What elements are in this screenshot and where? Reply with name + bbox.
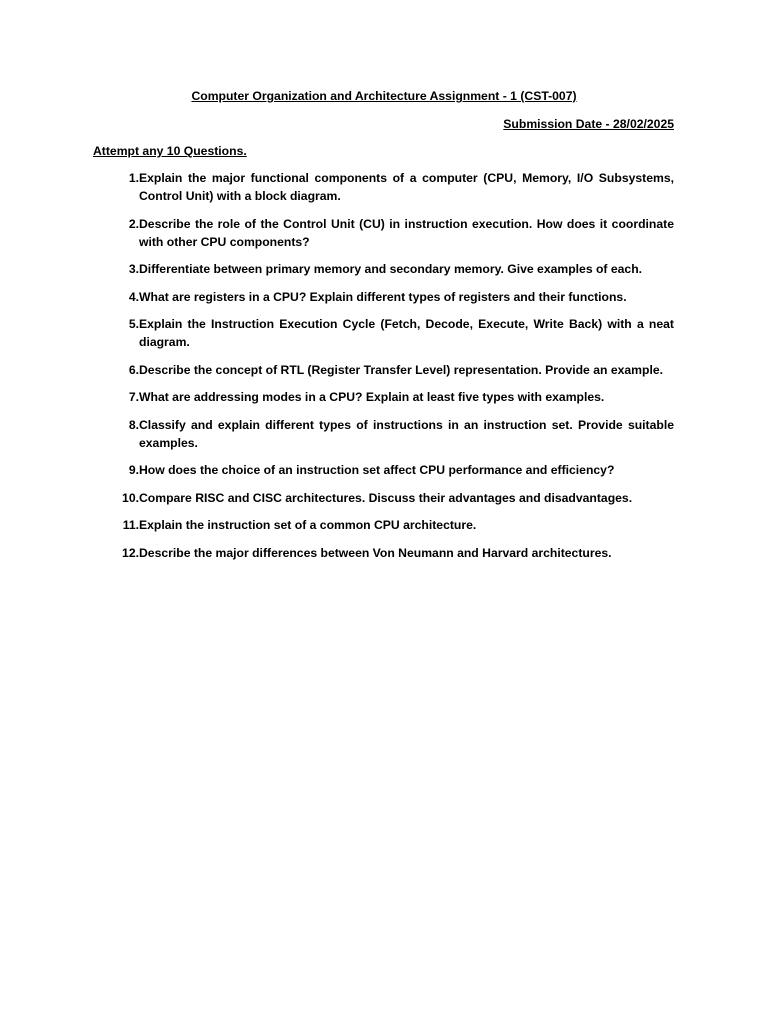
question-item <box>108 544 674 562</box>
question-item <box>108 288 674 306</box>
question-number: 7. <box>128 390 139 404</box>
submission-date: Submission Date - 28/02/2025 <box>503 117 674 131</box>
question-text: How does the choice of an instruction set affect CPU performance and efficiency? <box>139 463 615 477</box>
instruction-text: Attempt any 10 Questions. <box>93 144 247 158</box>
document-title: Computer Organization and Architecture Assignment - 1 (CST-007) <box>191 89 577 103</box>
question-text: Explain the instruction set of a common CPU architecture. <box>139 518 477 532</box>
question-text: Describe the major differences between Von Neumann and Harvard architectures. <box>139 545 612 560</box>
question-item <box>108 516 674 534</box>
question-number: 1. <box>128 171 139 185</box>
question-text: Differentiate between primary memory and secondary memory. Give examples of each. <box>139 262 643 276</box>
question-number: 8. <box>128 417 139 432</box>
question-number: 12. <box>122 545 139 560</box>
question-number: 11. <box>122 518 139 532</box>
question-item <box>108 361 674 379</box>
question-text: Classify and explain different types of instructions in an instruction set. Provide suitable examples. <box>139 417 674 450</box>
question-text: Describe the role of the Control Unit (CU) in instruction execution. How does it coordinate with other CPU components? <box>139 216 674 249</box>
question-item <box>108 489 674 507</box>
question-text: Compare RISC and CISC architectures. Discuss their advantages and disadvantages. <box>139 490 633 505</box>
question-text: What are registers in a CPU? Explain different types of registers and their functions. <box>139 289 627 304</box>
question-number: 3. <box>128 262 139 276</box>
question-list <box>108 169 674 571</box>
question-text: What are addressing modes in a CPU? Explain at least five types with examples. <box>139 390 605 404</box>
question-number: 10. <box>122 490 139 505</box>
question-number: 5. <box>128 317 139 331</box>
question-item <box>108 215 674 251</box>
question-number: 2. <box>128 216 139 231</box>
question-number: 9. <box>128 463 139 477</box>
question-item <box>108 315 674 351</box>
question-item <box>108 260 674 278</box>
question-number: 6. <box>128 362 139 377</box>
question-text: Describe the concept of RTL (Register Transfer Level) representation. Provide an example. <box>139 362 663 377</box>
question-item <box>108 416 674 452</box>
question-item <box>108 169 674 205</box>
question-item <box>108 461 674 479</box>
question-text: Explain the Instruction Execution Cycle (Fetch, Decode, Execute, Write Back) with a neat diagram. <box>139 317 674 349</box>
question-number: 4. <box>128 289 139 304</box>
question-item <box>108 388 674 406</box>
question-text: Explain the major functional components of a computer (CPU, Memory, I/O Subsystems, Control Unit) with a block diagram. <box>139 171 674 203</box>
